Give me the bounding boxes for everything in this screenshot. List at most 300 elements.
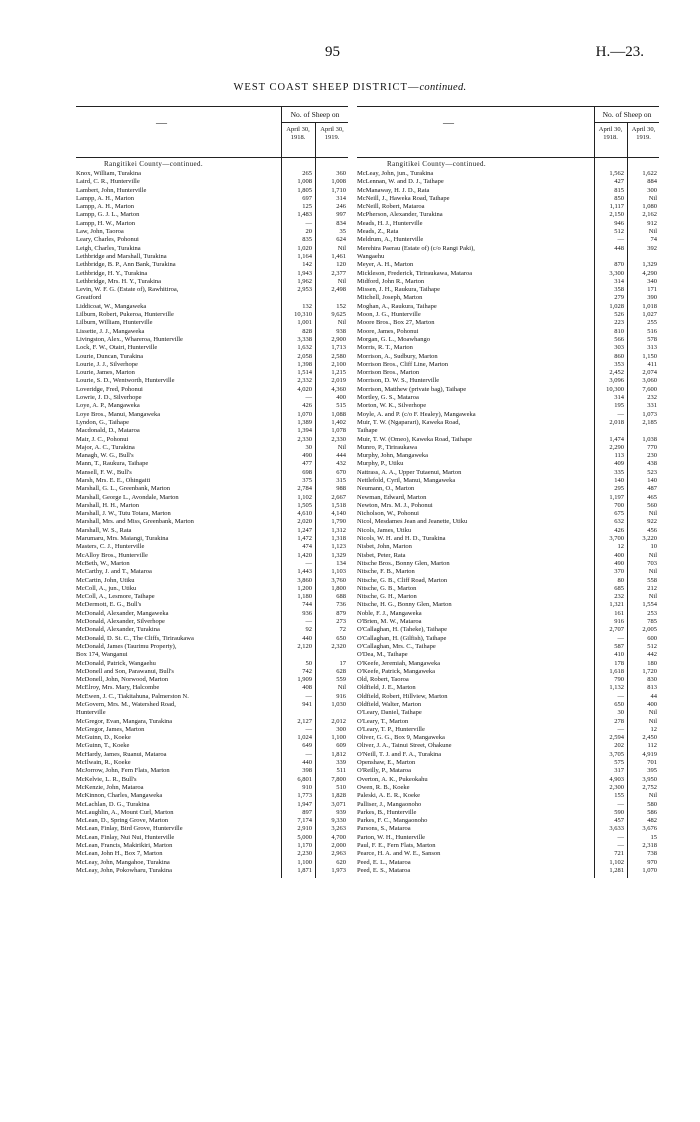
sheep-1918: 113 xyxy=(614,452,624,460)
sheep-1918: 474 xyxy=(302,543,312,551)
table-row xyxy=(76,784,348,792)
owner-name: McKelvie, L. R., Bull's xyxy=(76,775,137,783)
column-rule xyxy=(315,156,316,878)
table-row xyxy=(357,203,659,211)
sheep-1919: 785 xyxy=(647,618,657,626)
owner-name: Parkes, F. C., Mangaonoho xyxy=(357,817,428,825)
owner-name: Masters, C. J., Hunterville xyxy=(76,543,145,551)
sheep-1919: 2,005 xyxy=(642,626,657,634)
owner-name: Oldfield, Walter, Marton xyxy=(357,701,422,708)
sheep-1918: — xyxy=(617,800,624,808)
owner-name: McKinnon, Charles, Mangaweka xyxy=(76,792,163,800)
owner-name: O'Callaghan, Mrs. C., Taihape xyxy=(357,642,436,650)
owner-name: McManaway, H. J. D., Rata xyxy=(357,186,430,194)
sheep-1918: 1,443 xyxy=(297,568,312,576)
sheep-1919: 12 xyxy=(650,725,657,733)
column-rule xyxy=(594,156,595,878)
table-row xyxy=(357,552,659,560)
table-row xyxy=(76,701,348,709)
sheep-1918: — xyxy=(617,725,624,733)
sheep-1919: 512 xyxy=(647,642,657,650)
owner-name: McCarthy, J. and T., Mataroa xyxy=(76,568,152,576)
sheep-1918: 2,150 xyxy=(609,211,624,219)
sheep-1918: 7,174 xyxy=(297,817,312,825)
table-row xyxy=(357,651,659,659)
sheep-1918: 2,452 xyxy=(609,369,624,377)
sheep-1918: 700 xyxy=(614,501,624,509)
sheep-1918: 1,020 xyxy=(297,244,312,252)
sheep-1918: — xyxy=(617,634,624,642)
sheep-1918: 1,024 xyxy=(297,734,312,742)
sheep-1919: 300 xyxy=(336,725,346,733)
table-row xyxy=(76,494,348,502)
table-row xyxy=(76,502,348,510)
sheep-1918: 3,096 xyxy=(609,377,624,385)
year-1919-heading: April 30, 1919. xyxy=(631,126,656,141)
owner-name: Neumann, O., Marton xyxy=(357,485,415,493)
sheep-1918: 358 xyxy=(614,286,624,294)
owner-name: Lissette, J. J., Mangaweka xyxy=(76,327,145,335)
sheep-1919: 1,215 xyxy=(331,369,346,377)
owner-name: Mair, J. C., Pohonui xyxy=(76,435,129,443)
owner-name: Lethbridge, Mrs. H. Y., Turakina xyxy=(76,277,162,285)
sheep-1918: 303 xyxy=(614,344,624,352)
owner-name: Leigh, Charles, Turakina xyxy=(76,244,141,252)
table-row xyxy=(357,518,659,526)
sheep-1918: 1,070 xyxy=(297,410,312,418)
table-row xyxy=(76,344,348,352)
sheep-1919: 360 xyxy=(336,170,346,177)
sheep-1918: 12 xyxy=(617,543,624,551)
table-row xyxy=(76,286,348,294)
owner-name: Lourie, S. D., Wentworth, Hunterville xyxy=(76,377,175,385)
table-row xyxy=(76,444,348,452)
sheep-1919: 300 xyxy=(647,186,657,194)
sheep-1918: 195 xyxy=(614,402,624,410)
table-row xyxy=(76,577,348,585)
sheep-1918: 426 xyxy=(614,526,624,534)
owner-name: Managh, W. G., Bull's xyxy=(76,452,134,460)
table-row xyxy=(76,535,348,543)
table-row xyxy=(357,635,659,643)
title-continued: continued. xyxy=(419,82,467,93)
owner-name: McLean, Finlay, Bird Grove, Hunterville xyxy=(76,825,183,833)
sheep-1919: Nil xyxy=(648,228,657,236)
sheep-1918: 2,020 xyxy=(297,518,312,526)
sheep-1918: 3,860 xyxy=(297,576,312,584)
owner-name: Murphy, P., Utiku xyxy=(357,460,404,468)
table-row xyxy=(76,660,348,668)
sheep-1918: 1,773 xyxy=(297,792,312,800)
sheep-1918: 936 xyxy=(302,609,312,617)
sheep-1919: 72 xyxy=(339,626,346,634)
table-row xyxy=(76,718,348,726)
owner-name: McLean, John H., Box 7, Marton xyxy=(76,850,163,858)
sheep-1919: 9,330 xyxy=(331,817,346,825)
table-row xyxy=(76,767,348,775)
table-row xyxy=(357,734,659,742)
owner-name: Lambert, John, Hunterville xyxy=(76,186,147,194)
table-row xyxy=(357,270,659,278)
sheep-1919: 912 xyxy=(647,219,657,227)
year-1918-heading: April 30, 1918. xyxy=(598,126,623,141)
sheep-1919: 2,012 xyxy=(331,717,346,725)
sheep-1918: 2,300 xyxy=(609,783,624,791)
sheep-1918: 408 xyxy=(302,684,312,692)
sheep-1918: 721 xyxy=(614,850,624,858)
sheep-1919: 523 xyxy=(647,468,657,476)
sheep-1919: 830 xyxy=(647,676,657,684)
owner-name: Marshall, J. W., Tutu Totara, Marton xyxy=(76,510,171,518)
owner-name: McGuinn, D., Koeke xyxy=(76,734,131,742)
owner-name: McLean, D., Spring Grove, Marton xyxy=(76,817,169,825)
name-column-heading: — xyxy=(443,117,454,129)
table-row xyxy=(76,684,348,692)
sheep-1919: 74 xyxy=(650,236,657,244)
sheep-1919: 600 xyxy=(647,634,657,642)
table-row xyxy=(357,452,659,460)
owner-name: Morris, R. T., Marton xyxy=(357,344,413,352)
sheep-1919: 465 xyxy=(647,493,657,501)
owner-name: Openshaw, E., Marton xyxy=(357,759,416,767)
sheep-1919: 770 xyxy=(647,443,657,451)
owner-name: Murphy, John, Mangaweka xyxy=(357,452,429,460)
owner-name: Nettlefold, Cyril, Manui, Mangaweka xyxy=(357,476,456,484)
owner-name: O'Brien, M. W., Mataroa xyxy=(357,618,422,626)
sheep-1919: Nil xyxy=(648,194,657,202)
table-row xyxy=(357,867,659,875)
sheep-1918: 1,180 xyxy=(297,593,312,601)
owner-name: McElroy, Mrs. Mary, Halcombe xyxy=(76,684,160,692)
owner-name: Marshall, Mrs. and Miss, Greenbank, Marton xyxy=(76,518,194,526)
sheep-1919: 515 xyxy=(336,402,346,410)
sheep-1918: 1,562 xyxy=(609,170,624,177)
table-row xyxy=(76,245,348,253)
sheep-1918: 1,805 xyxy=(297,186,312,194)
owner-name: Lilburn, Robert, Pukeroa, Hunterville xyxy=(76,311,174,319)
sheep-1919: 10 xyxy=(650,543,657,551)
table-row xyxy=(76,726,348,734)
sheep-1918: 279 xyxy=(614,294,624,302)
sheep-1918: 850 xyxy=(614,194,624,202)
table-row xyxy=(76,402,348,410)
sheep-1918: 910 xyxy=(302,783,312,791)
table-row xyxy=(357,577,659,585)
table-row xyxy=(76,170,348,178)
sheep-1919: Nil xyxy=(648,551,657,559)
sheep-1918: 1,100 xyxy=(297,858,312,866)
sheep-1919: 516 xyxy=(647,327,657,335)
table-row xyxy=(76,228,348,236)
sheep-1918: 1,483 xyxy=(297,211,312,219)
sheep-1919: 3,676 xyxy=(642,825,657,833)
sheep-1918: 223 xyxy=(614,319,624,327)
sheep-1918: 1,947 xyxy=(297,800,312,808)
table-row xyxy=(357,742,659,750)
sheep-1919: 255 xyxy=(647,319,657,327)
table-row xyxy=(76,543,348,551)
table-row xyxy=(76,850,348,858)
owner-name: McGuinn, T., Koeke xyxy=(76,742,130,750)
sheep-1918: 1,200 xyxy=(297,584,312,592)
table-row xyxy=(357,718,659,726)
sheep-1918: 897 xyxy=(302,808,312,816)
table-row xyxy=(357,477,659,485)
owner-name: McColl, A., Lesmore, Taihape xyxy=(76,593,155,601)
sheep-1918: 1,321 xyxy=(609,601,624,609)
sheep-1919: 736 xyxy=(336,601,346,609)
sheep-1919: 120 xyxy=(336,261,346,269)
table-row xyxy=(357,842,659,850)
owner-name: Morrison Bros., Marton xyxy=(357,369,420,377)
sheep-1918: 1,170 xyxy=(297,842,312,850)
sheep-1918: 427 xyxy=(614,178,624,186)
owner-name: Wangaehu xyxy=(357,252,385,260)
table-row xyxy=(76,203,348,211)
sheep-1918: 477 xyxy=(302,460,312,468)
owner-name: Overton, A. K., Pukeokahu xyxy=(357,775,428,783)
sheep-1919: Nil xyxy=(337,684,346,692)
right-column-header xyxy=(357,106,659,158)
table-row xyxy=(357,626,659,634)
sheep-1919: 140 xyxy=(647,476,657,484)
sheep-1918: 314 xyxy=(614,394,624,402)
table-row xyxy=(76,485,348,493)
owner-name: Nitsche, G. B., Cliff Road, Marton xyxy=(357,576,448,584)
sheep-1918: 2,332 xyxy=(297,377,312,385)
sheep-1919: 1,070 xyxy=(642,866,657,874)
owner-name: McKenzie, John, Mataroa xyxy=(76,783,144,791)
owner-name: Moon, J. G., Hunterville xyxy=(357,311,421,319)
owner-name: McLeay, John, Mangahoe, Turakina xyxy=(76,858,170,866)
year-1918-heading: April 30, 1918. xyxy=(286,126,310,141)
table-row xyxy=(76,552,348,560)
sheep-1919: 834 xyxy=(336,219,346,227)
table-row xyxy=(357,386,659,394)
owner-name: Nitsche, G. H., Marton xyxy=(357,593,417,601)
sheep-1919: 2,580 xyxy=(331,352,346,360)
sheep-1919: Nil xyxy=(648,510,657,518)
table-row xyxy=(357,361,659,369)
sheep-1918: 314 xyxy=(614,277,624,285)
table-row xyxy=(76,419,348,427)
sheep-1919: 1,329 xyxy=(642,261,657,269)
sheep-1918: 1,618 xyxy=(609,667,624,675)
sheep-1919: 620 xyxy=(336,858,346,866)
table-row xyxy=(76,626,348,634)
sheep-1918: 1,132 xyxy=(609,684,624,692)
sheep-1918: — xyxy=(305,692,312,700)
sheep-1919: 1,402 xyxy=(331,418,346,426)
sheep-1919: 2,330 xyxy=(331,435,346,443)
table-row xyxy=(357,693,659,701)
table-row xyxy=(76,734,348,742)
sheep-1918: 440 xyxy=(302,634,312,642)
owner-name: McPherson, Alexander, Turakina xyxy=(357,211,443,219)
sheep-1919: 395 xyxy=(647,767,657,775)
sheep-1918: — xyxy=(617,410,624,418)
owner-name: Marshall, George L., Avondale, Marton xyxy=(76,493,179,501)
sheep-1918: 1,102 xyxy=(609,858,624,866)
table-row xyxy=(76,427,348,435)
sheep-1918: 132 xyxy=(302,302,312,310)
owner-name: Newton, Mrs. M. J., Pohonui xyxy=(357,501,433,509)
sheep-1918: 448 xyxy=(614,244,624,252)
table-row xyxy=(76,452,348,460)
sheep-1918: 278 xyxy=(614,717,624,725)
table-row xyxy=(357,610,659,618)
sheep-1918: — xyxy=(617,692,624,700)
sheep-1918: 742 xyxy=(302,667,312,675)
owner-name: Loye, A. P., Mangaweka xyxy=(76,402,140,410)
sheep-1919: 1,554 xyxy=(642,601,657,609)
owner-name: Paul, F. E., Fern Flats, Marton xyxy=(357,842,436,850)
owner-name: Mann, T., Raukura, Taihape xyxy=(76,460,149,468)
sheep-1919: 4,290 xyxy=(642,269,657,277)
sheep-1919: 7,800 xyxy=(331,775,346,783)
sheep-1919: 916 xyxy=(336,692,346,700)
sheep-1918: 3,705 xyxy=(609,750,624,758)
sheep-1919: 1,720 xyxy=(642,667,657,675)
sheep-1919: 444 xyxy=(336,452,346,460)
owner-name: McLeay, John, Pokowharu, Turakina xyxy=(76,866,172,874)
sheep-1919: 688 xyxy=(336,593,346,601)
sheep-1919: 609 xyxy=(336,742,346,750)
owner-name: McDonald, D. St. C., The Cliffs, Tiriraukawa xyxy=(76,634,194,642)
sheep-1918: 490 xyxy=(614,559,624,567)
sheep-1919: 17 xyxy=(339,659,346,667)
table-row xyxy=(357,668,659,676)
owner-name: McDonald, Alexander, Turakina xyxy=(76,626,160,634)
table-row xyxy=(357,294,659,302)
table-row xyxy=(357,784,659,792)
owner-name: Peed, E. S., Mataroa xyxy=(357,866,411,874)
sheep-1918: 140 xyxy=(614,476,624,484)
sheep-1919: 650 xyxy=(336,634,346,642)
owner-name: McDermott, E. G., Bull's xyxy=(76,601,142,609)
sheep-1918: — xyxy=(617,842,624,850)
sheep-1919: 3,950 xyxy=(642,775,657,783)
table-row xyxy=(357,236,659,244)
owner-name: McIlwain, R., Koeke xyxy=(76,759,131,767)
sheep-1918: 2,330 xyxy=(297,435,312,443)
table-row xyxy=(76,211,348,219)
sheep-1919: 44 xyxy=(650,692,657,700)
table-row xyxy=(357,601,659,609)
sheep-1918: 2,127 xyxy=(297,717,312,725)
sheep-1919: 1,812 xyxy=(331,750,346,758)
table-row xyxy=(357,660,659,668)
sheep-1918: 335 xyxy=(614,468,624,476)
owner-name: Moyle, A. and P. (c/o F. Healey), Mangaweka xyxy=(357,410,476,418)
year-1919-heading: April 30, 1919. xyxy=(320,126,344,141)
sheep-1919: 624 xyxy=(336,236,346,244)
owner-name: Mansell, F. W., Bull's xyxy=(76,468,132,476)
sheep-1919: 392 xyxy=(647,244,657,252)
owner-name: Lampp, H. W., Marton xyxy=(76,219,136,227)
owner-name: Mitchell, Joseph, Marton xyxy=(357,294,423,302)
owner-name: Law, John, Taoroa xyxy=(76,228,124,236)
owner-name: O'Leary, T., Marton xyxy=(357,717,409,725)
owner-name: Morrison, A., Sudbury, Marton xyxy=(357,352,438,360)
table-row xyxy=(76,303,348,311)
document-reference: H.—23. xyxy=(595,44,644,60)
owner-name: McGregor, James, Marton xyxy=(76,725,145,733)
table-row xyxy=(76,477,348,485)
sheep-1919: 2,100 xyxy=(331,360,346,368)
table-row xyxy=(76,411,348,419)
owner-name: Peed, E. L., Mataroa xyxy=(357,858,411,866)
sheep-1919: 1,027 xyxy=(642,311,657,319)
owner-name: Paleski, A. E. R., Koeke xyxy=(357,792,421,800)
sheep-1919: 15 xyxy=(650,833,657,841)
sheep-1919: Nil xyxy=(648,709,657,717)
sheep-1919: 2,318 xyxy=(642,842,657,850)
sheep-1919: 1,973 xyxy=(331,866,346,874)
sheep-1919: Nil xyxy=(648,593,657,601)
owner-name: Lilburn, William, Hunterville xyxy=(76,319,153,327)
table-row xyxy=(76,353,348,361)
sheep-1919: 1,100 xyxy=(331,734,346,742)
sheep-1918: 125 xyxy=(302,203,312,211)
sheep-count-heading: No. of Sheep on xyxy=(602,110,652,119)
sheep-1919: 1,800 xyxy=(331,584,346,592)
sheep-1918: 4,610 xyxy=(297,510,312,518)
sheep-1918: 1,008 xyxy=(297,178,312,186)
sheep-1919: 4,140 xyxy=(331,510,346,518)
sheep-1918: 3,338 xyxy=(297,335,312,343)
sheep-1918: 566 xyxy=(614,335,624,343)
table-row xyxy=(76,618,348,626)
sheep-1918: 1,871 xyxy=(297,866,312,874)
table-row xyxy=(357,825,659,833)
sheep-1919: 112 xyxy=(647,742,657,750)
sheep-1918: 178 xyxy=(614,659,624,667)
sheep-1919: 456 xyxy=(647,526,657,534)
table-row xyxy=(357,286,659,294)
owner-name: Mortley, G. S., Mataroa xyxy=(357,394,419,402)
sheep-1919: 1,030 xyxy=(331,701,346,708)
table-row xyxy=(357,353,659,361)
table-row xyxy=(76,585,348,593)
table-row xyxy=(76,187,348,195)
table-row xyxy=(76,386,348,394)
table-row xyxy=(357,211,659,219)
sheep-1919: 3,071 xyxy=(331,800,346,808)
table-row xyxy=(357,560,659,568)
table-row xyxy=(357,776,659,784)
owner-name: McLennan, W. and D. J., Taihape xyxy=(357,178,444,186)
table-row xyxy=(76,220,348,228)
table-row xyxy=(76,676,348,684)
table-row xyxy=(76,560,348,568)
sheep-1918: 142 xyxy=(302,261,312,269)
table-row xyxy=(76,294,348,302)
owner-name: Nisbet, Peter, Rata xyxy=(357,551,406,559)
sheep-1919: 2,162 xyxy=(642,211,657,219)
sheep-1919: 2,667 xyxy=(331,493,346,501)
sheep-1919: 1,150 xyxy=(642,352,657,360)
owner-name: Midford, John R., Marton xyxy=(357,277,425,285)
owner-name: Oldfield, Robert, Hillview, Marton xyxy=(357,692,448,700)
table-row xyxy=(357,751,659,759)
sheep-1918: 10,300 xyxy=(606,385,624,393)
county-subheading: Rangitikei County—continued. xyxy=(104,160,204,168)
owner-name: O'Keefe, Jeremiah, Mangaweka xyxy=(357,659,441,667)
owner-name: McDonald, James (Taurimu Property), xyxy=(76,642,177,650)
sheep-1919: 2,000 xyxy=(331,842,346,850)
owner-name: McCartin, John, Utiku xyxy=(76,576,135,584)
